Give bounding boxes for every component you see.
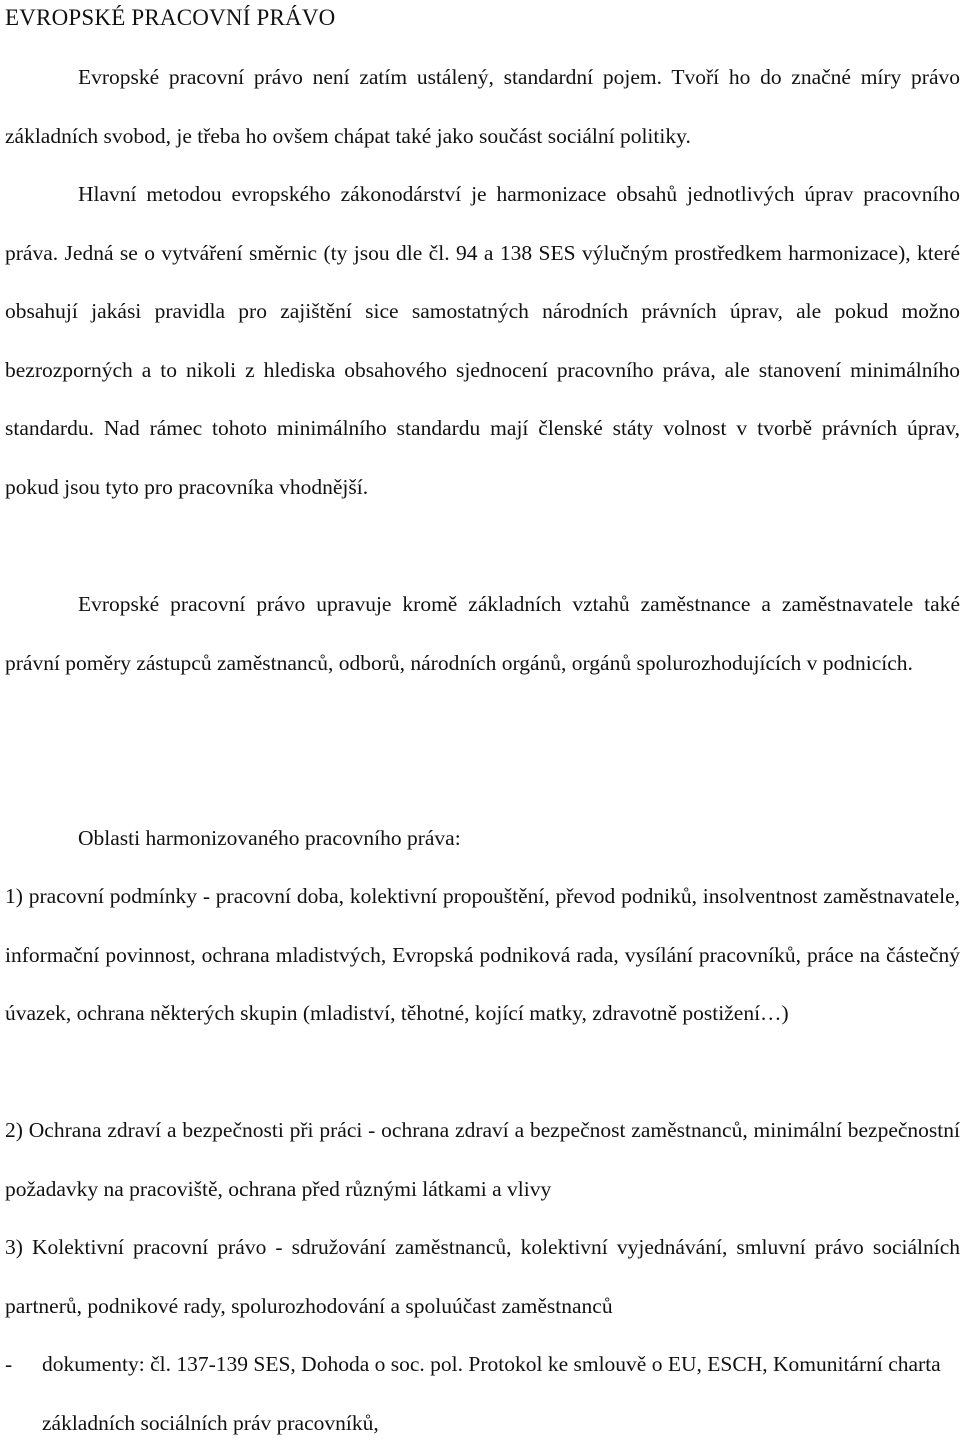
list-item-collective-law: 3) Kolektivní pracovní právo - sdružování zaměstnanců, kolektivní vyjednávání, smluvní právo sociálních partnerů, podnikové rady, spolurozhodování a spoluúčast zaměstnanců: [5, 1235, 960, 1318]
bullet-text: dokumenty: čl. 137-139 SES, Dohoda o soc. pol. Protokol ke smlouvě o EU, ESCH, Komunitární charta základních sociálních práv pracovníků,: [42, 1352, 941, 1435]
paragraph-harmonization: Hlavní metodou evropského zákonodárství je harmonizace obsahů jednotlivých úprav pracovního práva. Jedná se o vytváření směrnic (ty jsou dle čl. 94 a 138 SES výlučným prostředkem harmonizace), které obsahují jakási pravidla pro zajištění sice samostatných národních právních úprav, ale pokud možno bezrozporných a to nikoli z hlediska obsahového sjednocení pracovního práva, ale stanovení minimálního standardu. Nad rámec tohoto minimálního standardu mají členské státy volnost v tvorbě právních úprav, pokud jsou tyto pro pracovníka vhodnější.: [5, 182, 960, 499]
document-title: EVROPSKÉ PRACOVNÍ PRÁVO: [5, 5, 336, 30]
paragraph-scope: Evropské pracovní právo upravuje kromě základních vztahů zaměstnance a zaměstnavatele také právní poměry zástupců zaměstnanců, odborů, národních orgánů, orgánů spolurozhodujících v podnicích.: [5, 592, 960, 675]
list-item-health-safety: 2) Ochrana zdraví a bezpečnosti při práci - ochrana zdraví a bezpečnost zaměstnanců, minimální bezpečnostní požadavky na pracoviště, ochrana před různými látkami a vlivy: [5, 1118, 960, 1201]
bullet-item-documents: [5, 1335, 960, 1452]
bullet-marker: -: [5, 1352, 13, 1376]
paragraph-intro: Evropské pracovní právo není zatím ustálený, standardní pojem. Tvoří ho do značné míry právo základních svobod, je třeba ho ovšem chápat také jako součást sociální politiky.: [5, 65, 960, 148]
section-heading: Oblasti harmonizovaného pracovního práva:: [78, 826, 461, 850]
list-item-working-conditions: 1) pracovní podmínky - pracovní doba, kolektivní propouštění, převod podniků, insolventnost zaměstnavatele, informační povinnost, ochrana mladistvých, Evropská podniková rada, vysílání pracovníků, práce na částečný úvazek, ochrana některých skupin (mladiství, těhotné, kojící matky, zdravotně postižení…): [5, 884, 960, 1025]
